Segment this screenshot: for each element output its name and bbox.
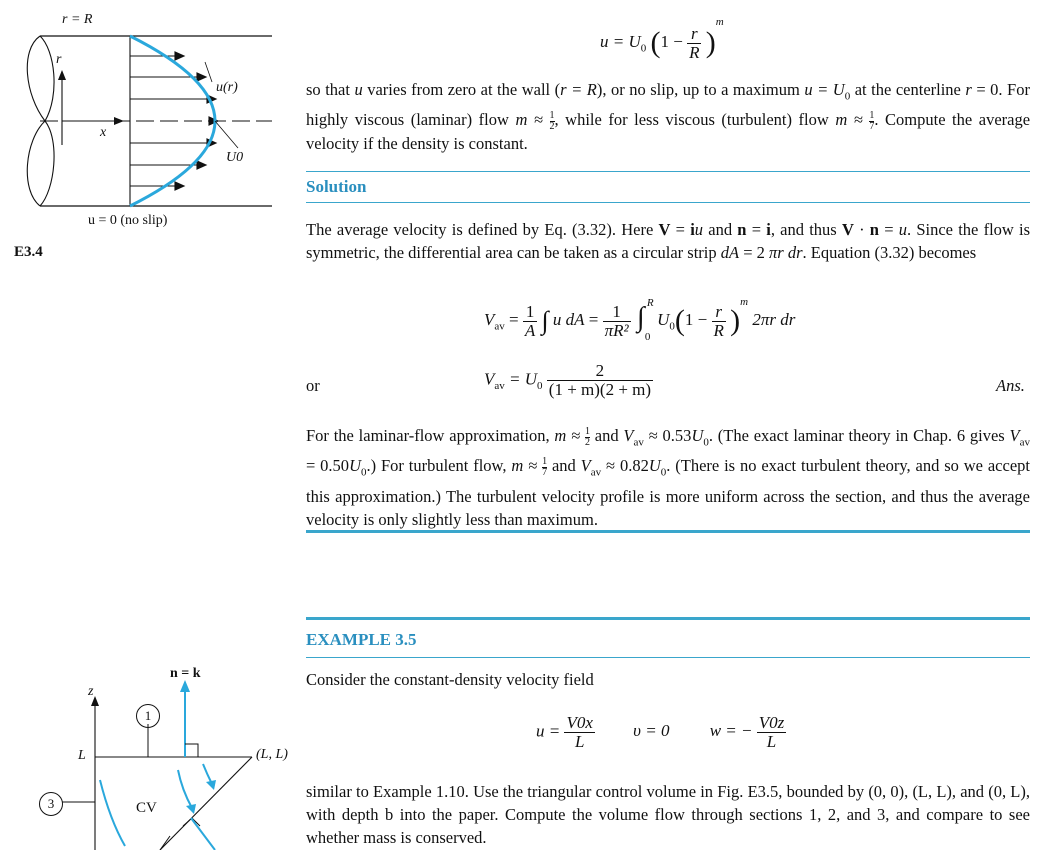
x-axis-label: x <box>100 125 107 140</box>
example-3-5-paragraph: similar to Example 1.10. Use the triangular control volume in Fig. E3.5, bounded by (0, 0), (L, L), and (0, L), with depth b into the paper. Compute the volume flow through sections 1, 2, and 3, and compare to see whether mass is conserved. <box>306 782 1030 847</box>
pipe-flow-diagram <box>0 0 300 240</box>
normal-vector-label: n = k <box>170 666 201 681</box>
corner-LL-label: (L, L) <box>256 747 288 762</box>
figure-e3-4 <box>0 0 300 270</box>
or-label: or <box>306 376 320 395</box>
answer-label: Ans. <box>996 376 1025 395</box>
velocity-profile-equation: $u = U_0$ (1 − $\frac{r}{R}$ )$^m$ <box>600 16 724 62</box>
z-axis-label: z <box>88 684 94 699</box>
paragraph-profile-description: so that u varies from zero at the wall (r = R), or no slip, up to a maximum $u = U_0$ at the centerline r = 0. For highly viscous (laminar) flow m ≈ $\frac{1}{2}$ , while for less viscous (turbulent) flow m ≈ $\frac{1}{7}$ . Compute the average velocity if the density is constant. <box>306 80 1031 154</box>
cv-label: CV <box>136 800 157 816</box>
example-3-5-heading: EXAMPLE 3.5 <box>306 630 417 649</box>
section-3-marker: 3 <box>39 792 63 816</box>
paragraph-approximations: For the laminar-flow approximation, m ≈ $\frac{1}{2}$ and $V_{av} \approx 0.53U_0$. (The exact laminar theory in Chap. 6 gives $V_{av} = 0.50U_0$.) For turbulent flow, m ≈ $\frac{1}{7}$ and $V_{av} \approx 0.82U_0$. (There is no exact turbulent theory, and so we accept this approximation.) The turbulent velocity profile is more uniform across the section, and thus the average velocity is only slightly less than maximum. <box>306 425 1030 529</box>
no-slip-label: u = 0 (no slip) <box>88 213 168 228</box>
average-velocity-equation: $V_{av}$ = $\frac{1}{A}$ ∫ u dA = $\frac{1}{\text{πR²}}$ ∫ R 0 $U_0(1$ − $\frac{r}{R}$ )$^m$ 2πr dr <box>484 296 796 344</box>
r-axis-label: r <box>56 52 62 67</box>
result-equation: $V_{av} = U_0$ $\frac{2}{(1 + m)(2 + m)}$ <box>484 361 652 399</box>
figure-label-e3-4: E3.4 <box>14 244 43 260</box>
top-label: r = R <box>62 12 93 27</box>
solution-heading: Solution <box>306 177 367 196</box>
triangular-cv-diagram <box>0 660 300 850</box>
paragraph-solution: The average velocity is defined by Eq. (3.32). Here V = iu and n = i, and thus V · n = u. Since the flow is symmetric, the differential area can be taken as a circular strip dA = 2 πr dr. Equation (3.32) becomes <box>306 220 1031 262</box>
profile-label: u(r) <box>216 80 238 95</box>
figure-e3-5 <box>0 660 300 850</box>
example-3-5-intro: Consider the constant-density velocity field <box>306 670 594 689</box>
L-label: L <box>78 748 86 763</box>
velocity-field-equation: u = $\frac{V0x}{L}$ υ = 0 w = − $\frac{V0z}{L}$ <box>536 713 785 751</box>
section-1-marker: 1 <box>136 704 160 728</box>
centerline-velocity-label: U0 <box>226 150 244 165</box>
